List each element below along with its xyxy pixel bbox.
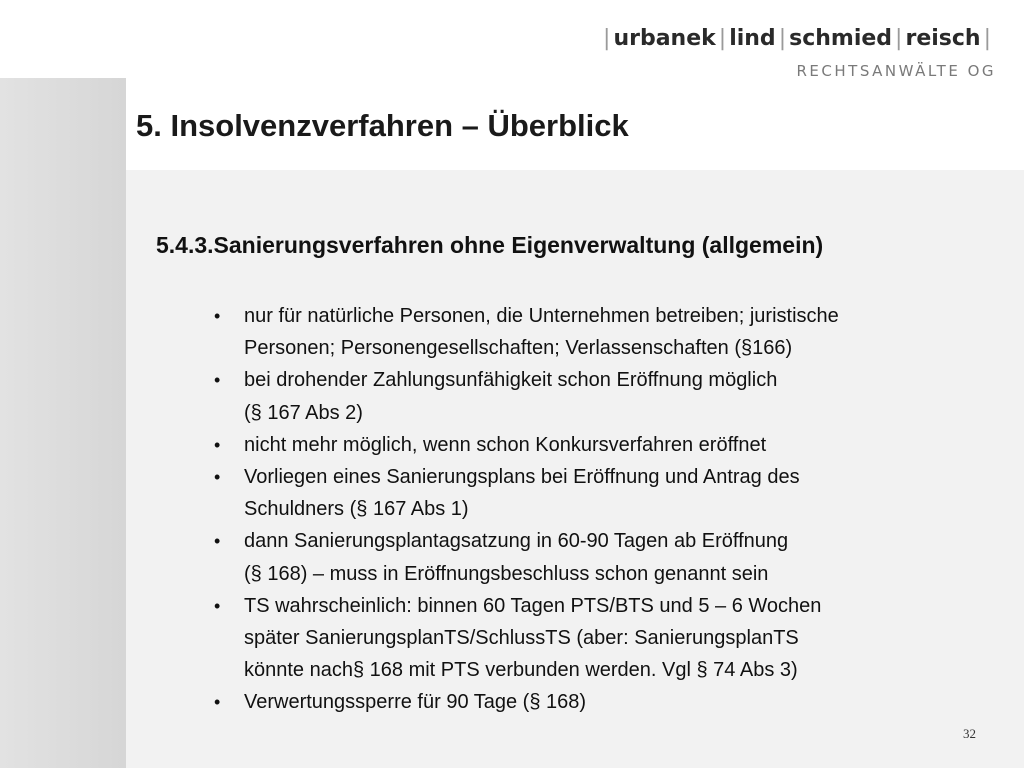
bullet-dot: • (214, 531, 221, 552)
bullet-text: TS wahrscheinlich: binnen 60 Tagen PTS/BTS und 5 – 6 Wochen (244, 594, 822, 617)
bullet-text: bei drohender Zahlungsunfähigkeit schon Eröffnung möglich (244, 369, 778, 392)
logo-separator: | (895, 26, 903, 51)
bullet-dot: • (214, 306, 221, 326)
bullet-text: Verwertungssperre für 90 Tage (§ 168) (244, 691, 587, 714)
bullet-text: nur für natürliche Personen, die Unternehmen betreiben; juristische (244, 305, 839, 327)
bullet-text: später SanierungsplanTS/SchlussTS (aber: SanierungsplanTS (244, 627, 799, 650)
bullet-item (214, 590, 994, 687)
section-heading: 5.4.3.Sanierungsverfahren ohne Eigenverwaltung (allgemein) (156, 232, 824, 258)
bullet-text: nicht mehr möglich, wenn schon Konkursverfahren eröffnet (244, 433, 767, 456)
bullet-text: Schuldners (§ 167 Abs 1) (244, 498, 469, 521)
bullet-dot: • (214, 595, 221, 616)
bullet-text: dann Sanierungsplantagsatzung in 60-90 Tagen ab Eröffnung (244, 530, 789, 553)
bullet-text: (§ 167 Abs 2) (244, 401, 363, 424)
bullet-text: (§ 168) – muss in Eröffnungsbeschluss schon genannt sein (244, 562, 769, 585)
bullet-item (214, 461, 994, 525)
bullet-text: Vorliegen eines Sanierungsplans bei Eröffnung und Antrag des (244, 466, 800, 489)
logo-name-reisch: reisch (905, 26, 981, 51)
bullet-text: Personen; Personengesellschaften; Verlassenschaften (§166) (244, 337, 793, 360)
logo-separator: | (718, 26, 727, 51)
bullet-item (214, 686, 994, 718)
page-title: 5. Insolvenzverfahren – Überblick (136, 108, 629, 143)
logo-separator: | (983, 26, 991, 51)
bullet-dot: • (214, 370, 221, 391)
logo-separator: | (603, 26, 611, 51)
bullet-item (214, 525, 994, 589)
logo-separator: | (778, 26, 787, 51)
logo-name-lind: lind (729, 26, 776, 51)
bullet-dot: • (214, 467, 221, 488)
bullet-item (214, 429, 994, 461)
logo-name-schmied: schmied (789, 26, 893, 51)
page-number: 32 (963, 726, 976, 741)
bullet-item (214, 364, 994, 428)
bullet-dot: • (214, 434, 221, 455)
firm-subtitle: RECHTSANWÄLTE OG (796, 62, 996, 80)
logo-name-urbanek: urbanek (613, 26, 716, 51)
bullet-list (214, 300, 994, 719)
left-decorative-bar (0, 78, 126, 768)
bullet-dot: • (214, 692, 221, 713)
bullet-item (214, 300, 994, 364)
bullet-text: könnte nach§ 168 mit PTS verbunden werden. Vgl § 74 Abs 3) (244, 659, 798, 682)
firm-logo (600, 26, 994, 51)
